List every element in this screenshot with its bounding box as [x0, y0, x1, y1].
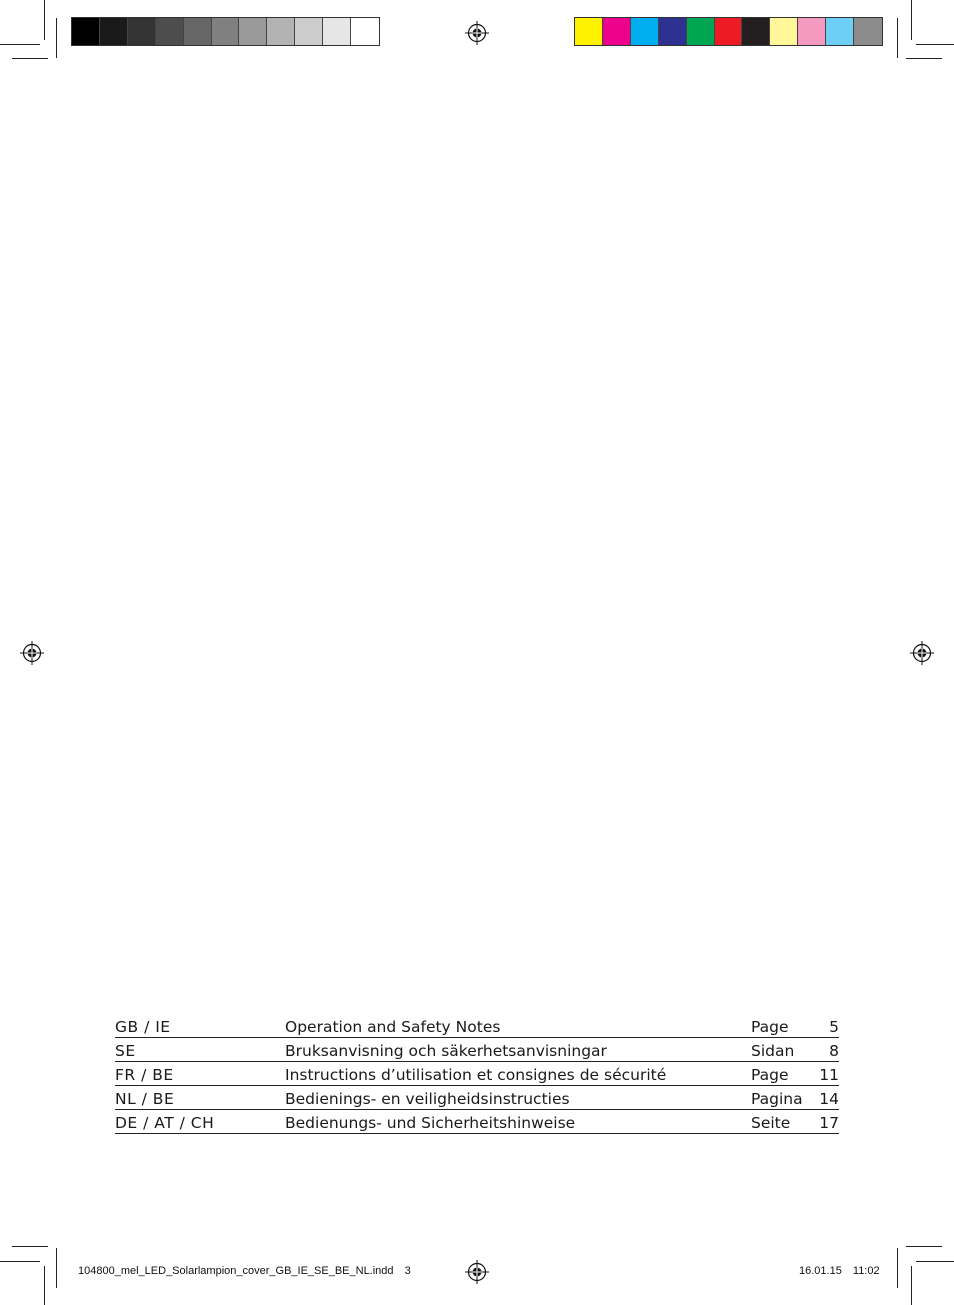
toc-page-label: Page	[751, 1062, 811, 1086]
crop-mark-bottom-left-h2	[12, 1246, 48, 1247]
toc-row	[115, 1110, 839, 1134]
gray-swatch	[128, 18, 156, 45]
toc-language: GB / IE	[115, 1014, 285, 1038]
crop-mark-bottom-right-v2	[897, 1248, 898, 1288]
crop-mark-bottom-right-h	[916, 1261, 954, 1262]
toc-title: Bedienungs- und Sicherheitshinweise	[285, 1110, 751, 1134]
crop-mark-bottom-right-v	[911, 1266, 912, 1305]
toc-page-number: 8	[811, 1038, 839, 1062]
process-color-swatch	[715, 18, 743, 45]
toc-page-number: 5	[811, 1014, 839, 1038]
slug-page-number: 3	[404, 1265, 411, 1277]
registration-mark-bottom-icon	[465, 1260, 489, 1284]
slug-date: 16.01.15	[799, 1265, 842, 1277]
toc-page-number: 11	[811, 1062, 839, 1086]
slug-filename-line	[78, 1265, 411, 1277]
process-color-swatch	[854, 18, 882, 45]
crop-mark-top-right-v2	[897, 18, 898, 58]
registration-mark-top-icon	[465, 21, 489, 45]
crop-mark-bottom-left-h	[0, 1261, 40, 1262]
gray-swatch	[267, 18, 295, 45]
slug-filename: 104800_mel_LED_Solarlampion_cover_GB_IE_SE_BE_NL.indd	[78, 1265, 394, 1277]
process-color-swatch	[659, 18, 687, 45]
crop-mark-top-left-v2	[56, 18, 57, 58]
process-color-swatch	[826, 18, 854, 45]
gray-swatch	[100, 18, 128, 45]
gray-swatch	[295, 18, 323, 45]
toc-page-label: Page	[751, 1014, 811, 1038]
process-color-swatch	[770, 18, 798, 45]
toc-language: DE / AT / CH	[115, 1110, 285, 1134]
toc-title: Operation and Safety Notes	[285, 1014, 751, 1038]
process-color-swatch	[742, 18, 770, 45]
crop-mark-top-right-v	[911, 0, 912, 40]
gray-swatch	[184, 18, 212, 45]
table-of-contents	[115, 1014, 839, 1134]
crop-mark-bottom-left-v2	[56, 1248, 57, 1288]
toc-title: Bruksanvisning och säkerhetsanvisningar	[285, 1038, 751, 1062]
crop-mark-top-left-v	[44, 0, 45, 40]
toc-page-label: Sidan	[751, 1038, 811, 1062]
slug-timestamp	[799, 1265, 880, 1277]
toc-row	[115, 1062, 839, 1086]
toc-language: SE	[115, 1038, 285, 1062]
slug-time: 11:02	[852, 1265, 880, 1277]
toc-page-label: Seite	[751, 1110, 811, 1134]
gray-swatch	[72, 18, 100, 45]
toc-title: Bedienings- en veiligheidsinstructies	[285, 1086, 751, 1110]
process-color-bar	[574, 17, 883, 46]
toc-page-number: 14	[811, 1086, 839, 1110]
crop-mark-top-left-h2	[12, 58, 48, 59]
process-color-swatch	[631, 18, 659, 45]
gray-swatch	[212, 18, 240, 45]
toc-language: FR / BE	[115, 1062, 285, 1086]
toc-row	[115, 1086, 839, 1110]
toc-language: NL / BE	[115, 1086, 285, 1110]
registration-mark-left-icon	[20, 641, 44, 665]
grayscale-color-bar	[71, 17, 380, 46]
crop-mark-bottom-right-h2	[906, 1246, 942, 1247]
gray-swatch	[156, 18, 184, 45]
toc-row	[115, 1014, 839, 1038]
crop-mark-top-left-h	[0, 44, 40, 45]
toc-title: Instructions d’utilisation et consignes de sécurité	[285, 1062, 751, 1086]
toc-page-label: Pagina	[751, 1086, 811, 1110]
toc-row	[115, 1038, 839, 1062]
process-color-swatch	[603, 18, 631, 45]
gray-swatch	[323, 18, 351, 45]
toc-page-number: 17	[811, 1110, 839, 1134]
gray-swatch	[239, 18, 267, 45]
process-color-swatch	[798, 18, 826, 45]
registration-mark-right-icon	[910, 641, 934, 665]
process-color-swatch	[687, 18, 715, 45]
process-color-swatch	[575, 18, 603, 45]
crop-mark-top-right-h	[916, 44, 954, 45]
gray-swatch	[351, 18, 379, 45]
crop-mark-bottom-left-v	[44, 1266, 45, 1305]
crop-mark-top-right-h2	[906, 58, 942, 59]
